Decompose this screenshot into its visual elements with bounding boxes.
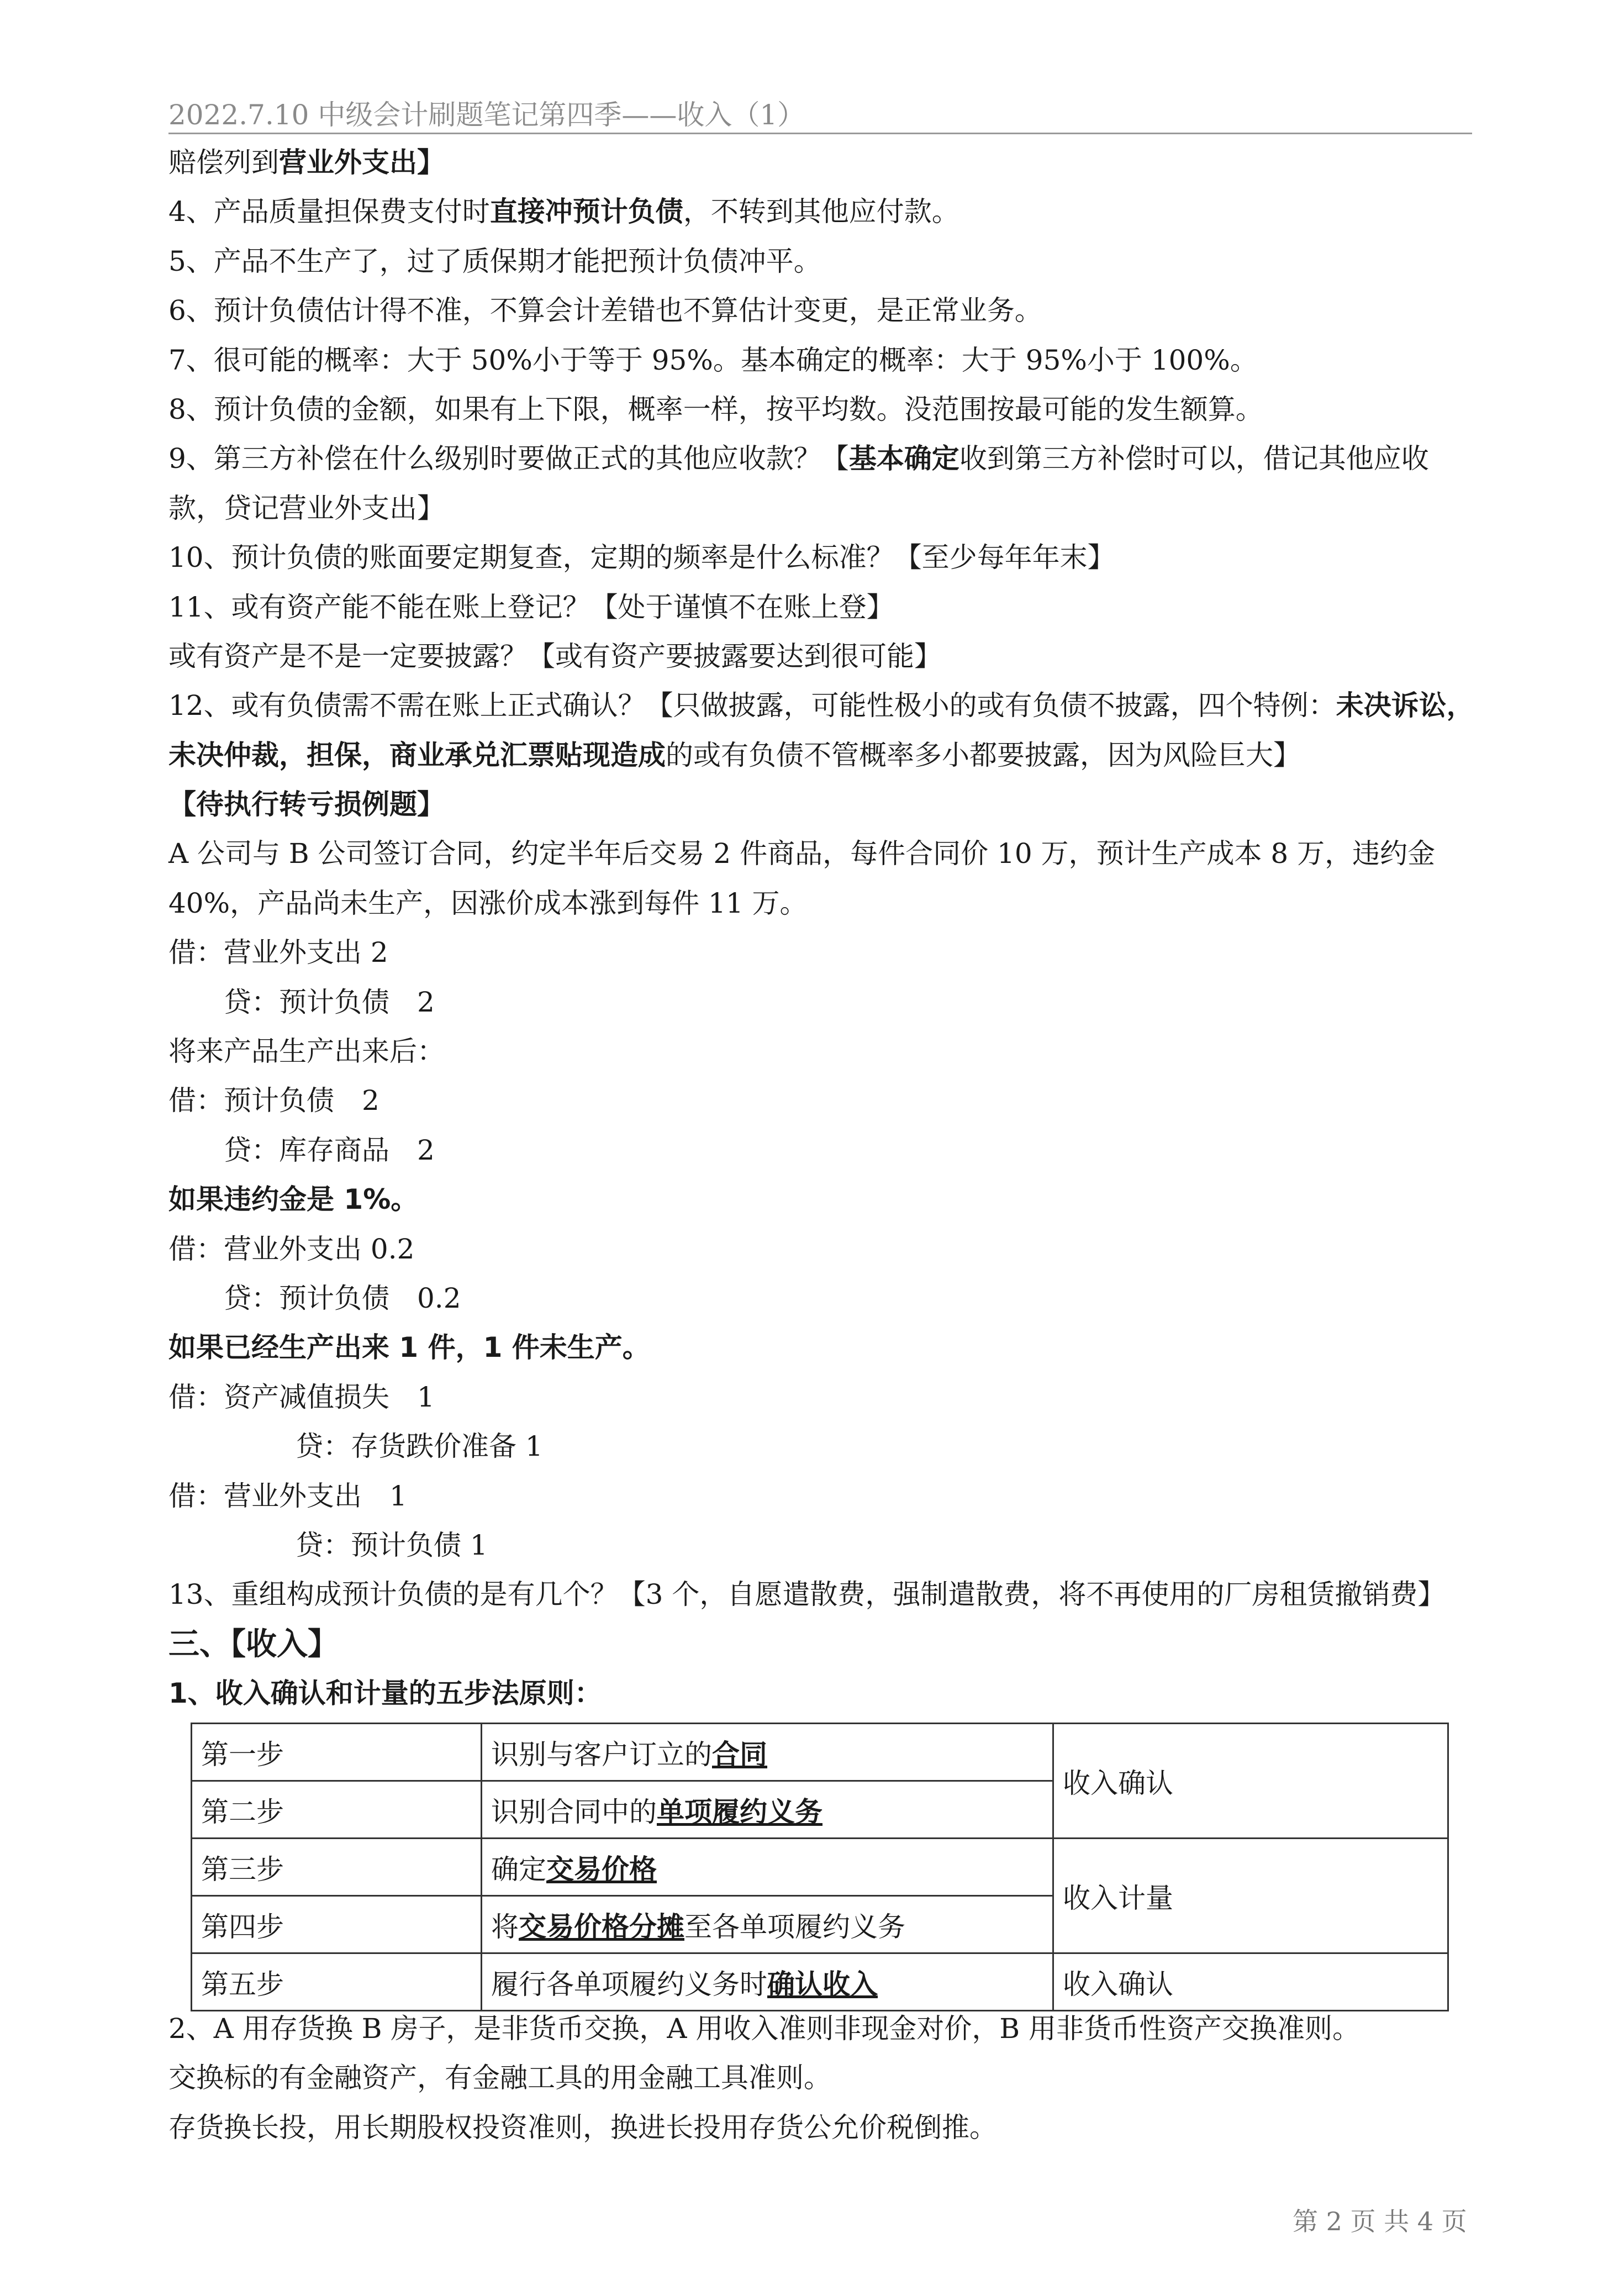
key-term: 确认收入: [767, 1968, 878, 2000]
text-line: [168, 731, 1478, 780]
document-body: [168, 138, 1478, 1719]
bold-text: 未决诉讼，: [1336, 689, 1474, 722]
group-cell: 收入计量: [1053, 1839, 1448, 1953]
desc-cell: [482, 1953, 1053, 2011]
text-line: 10、预计负债的账面要定期复查，定期的频率是什么标准？【至少每年年末】: [168, 541, 1115, 574]
text-line: 13、重组构成预计负债的是有几个？【3 个，自愿遣散费，强制遣散费，将不再使用的厂房租赁撤销费】: [168, 1578, 1446, 1611]
text-line: A 公司与 B 公司签订合同，约定半年后交易 2 件商品，每件合同价 10 万，预计生产成本 8 万，违约金: [168, 838, 1436, 870]
text: ，不转到其他应付款。: [683, 196, 959, 228]
text: 至各单项履约义务: [684, 1910, 905, 1943]
journal-credit: 贷：预计负债 0.2: [224, 1282, 461, 1314]
document-body-2: [168, 2004, 1478, 2152]
key-term: 单项履约义务: [657, 1795, 822, 1828]
step-cell: 第二步: [192, 1781, 482, 1839]
text-line: 5、产品不生产了，过了质保期才能把预计负债冲平。: [168, 245, 821, 277]
step-cell: 第一步: [192, 1724, 482, 1781]
section-heading: 三、【收入】: [168, 1626, 339, 1662]
text: 将: [491, 1910, 519, 1943]
step-cell: 第四步: [192, 1896, 482, 1953]
journal-debit: 借：营业外支出 0.2: [168, 1233, 415, 1265]
step-cell: 第三步: [192, 1839, 482, 1896]
table-row: [192, 1953, 1448, 2011]
text: 赔偿列到: [168, 146, 279, 178]
journal-debit: 借：预计负债 2: [168, 1084, 379, 1117]
text: 识别与客户订立的: [491, 1738, 712, 1771]
journal-debit: 借：营业外支出 2: [168, 936, 388, 969]
text: 确定: [491, 1853, 546, 1886]
text-line: 2、A 用存货换 B 房子，是非货币交换，A 用收入准则非现金对价，B 用非货币性资产交换准则。: [168, 2013, 1360, 2045]
group-cell: 收入确认: [1053, 1953, 1448, 2011]
page-header: 2022.7.10 中级会计刷题笔记第四季——收入（1）: [168, 99, 805, 131]
journal-debit: 借：资产减值损失 1: [168, 1381, 435, 1413]
table-row: [192, 1839, 1448, 1896]
text-line: 40%，产品尚未生产，因涨价成本涨到每件 11 万。: [168, 887, 808, 919]
bold-line: 如果违约金是 1%。: [168, 1183, 419, 1216]
text-line: 款，贷记营业外支出】: [168, 492, 445, 524]
page-number: 第 2 页 共 4 页: [1293, 2206, 1467, 2236]
table-row: [192, 1724, 1448, 1781]
text-line: 交换标的有金融资产，有金融工具的用金融工具准则。: [168, 2062, 831, 2094]
text: 12、或有负债需不需在账上正式确认？【只做披露，可能性极小的或有负债不披露，四个特例：: [168, 689, 1336, 722]
header-rule: [168, 133, 1472, 134]
desc-cell: [482, 1724, 1053, 1781]
text-line: 6、预计负债估计得不准，不算会计差错也不算估计变更，是正常业务。: [168, 294, 1042, 327]
text: 4、产品质量担保费支付时: [168, 196, 490, 228]
text: 的或有负债不管概率多小都要披露，因为风险巨大】: [666, 739, 1301, 771]
five-step-table: [191, 1723, 1449, 2011]
text-line: [168, 681, 1478, 730]
bold-line: 如果已经生产出来 1 件，1 件未生产。: [168, 1331, 650, 1364]
text-line: 8、预计负债的金额，如果有上下限，概率一样，按平均数。没范围按最可能的发生额算。: [168, 393, 1263, 425]
journal-credit: 贷：预计负债 1: [296, 1529, 488, 1561]
text: 收到第三方补偿时可以，借记其他应收: [959, 443, 1429, 475]
text: 履行各单项履约义务时: [491, 1968, 767, 2000]
group-cell: 收入确认: [1053, 1724, 1448, 1839]
key-term: 交易价格: [546, 1853, 657, 1886]
text-line: 11、或有资产能不能在账上登记？【处于谨慎不在账上登】: [168, 591, 894, 623]
text-line: 将来产品生产出来后：: [168, 1035, 445, 1068]
key-term: 交易价格分摊: [519, 1910, 684, 1943]
desc-cell: [482, 1839, 1053, 1896]
journal-credit: 贷：库存商品 2: [224, 1134, 435, 1166]
bold-text: 营业外支出】: [279, 146, 445, 178]
desc-cell: [482, 1781, 1053, 1839]
bold-text: 未决仲裁，担保，商业承兑汇票贴现造成: [168, 739, 666, 771]
journal-credit: 贷：存货跌价准备 1: [296, 1430, 543, 1463]
text: 识别合同中的: [491, 1795, 657, 1828]
text-line: 存货换长投，用长期股权投资准则，换进长投用存货公允价税倒推。: [168, 2111, 997, 2143]
step-cell: 第五步: [192, 1953, 482, 2011]
text: 9、第三方补偿在什么级别时要做正式的其他应收款？【: [168, 443, 849, 475]
subsection-heading: 1、收入确认和计量的五步法原则：: [168, 1677, 602, 1710]
text-line: [168, 187, 1478, 236]
text-line: 7、很可能的概率：大于 50%小于等于 95%。基本确定的概率：大于 95%小于 100%。: [168, 344, 1258, 376]
journal-credit: 贷：预计负债 2: [224, 986, 435, 1018]
example-heading: 【待执行转亏损例题】: [168, 788, 445, 821]
bold-text: 直接冲预计负债: [489, 196, 683, 228]
desc-cell: [482, 1896, 1053, 1953]
text-line: [168, 138, 1478, 187]
bold-text: 基本确定: [848, 443, 959, 475]
journal-debit: 借：营业外支出 1: [168, 1479, 407, 1512]
text-line: [168, 434, 1478, 483]
key-term: 合同: [712, 1738, 767, 1771]
text-line: 或有资产是不是一定要披露？【或有资产要披露要达到很可能】: [168, 640, 942, 672]
